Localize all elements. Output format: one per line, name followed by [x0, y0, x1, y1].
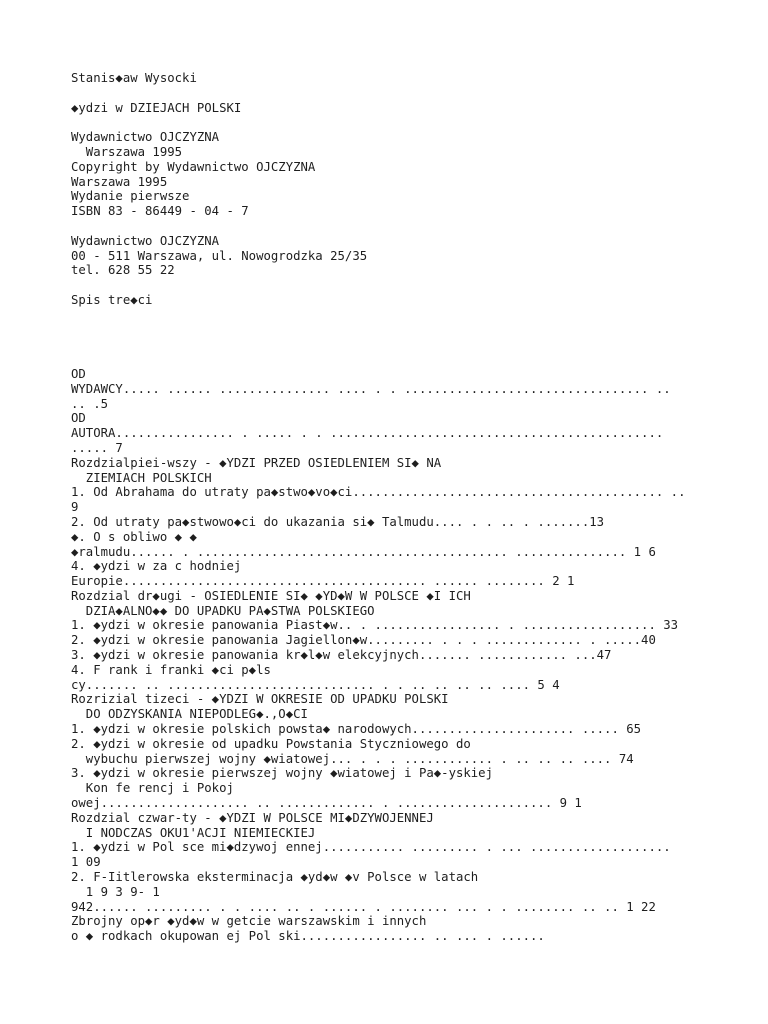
imprint-line: Wydawnictwo OJCZYZNA: [71, 130, 220, 145]
toc-line: Zbrojny op◆r ◆yd◆w w getcie warszawskim i innych: [71, 914, 427, 929]
address-line: 00 - 511 Warszawa, ul. Nowogrodzka 25/35: [71, 248, 368, 263]
toc-line: AUTORA................ . ..... . . .............................................: [71, 426, 664, 441]
table-of-contents: [71, 367, 761, 944]
imprint-line: Copyright by Wydawnictwo OJCZYZNA: [71, 159, 316, 174]
toc-line: 1. ◆ydzi w okresie panowania Piast◆w.. . ................. . .................. 33: [71, 618, 679, 633]
toc-line: 2. ◆ydzi w okresie panowania Jagiellon◆w......... . . . ............. . .....40: [71, 633, 656, 648]
toc-line: 2. F-Iitlerowska eksterminacja ◆yd◆w ◆v Polsce w latach: [71, 870, 479, 885]
toc-line: ◆. O s obliwo ◆ ◆: [71, 529, 197, 544]
toc-line: Kon fe rencj i Pokoj: [71, 781, 234, 796]
imprint-line: Warszawa 1995: [71, 174, 168, 189]
blank-line: [71, 337, 761, 352]
toc-line: 9: [71, 500, 79, 515]
toc-line: Rozrizial tizeci - ◆YDZI W OKRESIE OD UPADKU POLSKI: [71, 692, 449, 707]
toc-line: wybuchu pierwszej wojny ◆wiatowej... . . . ............ . .. .. .. .... 74: [71, 751, 634, 766]
imprint-line: Wydanie pierwsze: [71, 189, 190, 204]
document-text: [71, 71, 761, 944]
blank-line: [71, 219, 761, 234]
toc-line: cy....... .. ............................ . . .. .. .. .. .... 5 4: [71, 677, 560, 692]
toc-line: Rozdzialpiei-wszy - ◆YDZI PRZED OSIEDLENIEM SI◆ NA: [71, 455, 442, 470]
toc-line: DO ODZYSKANIA NIEPODLEG◆.,O◆CI: [71, 707, 308, 722]
toc-line: 1 09: [71, 855, 101, 870]
toc-line: Rozdzial dr◆ugi - OSIEDLENIE SI◆ ◆YD◆W W POLSCE ◆I ICH: [71, 588, 471, 603]
toc-line: ..... 7: [71, 440, 123, 455]
toc-line: 4. ◆ydzi w za c hodniej: [71, 559, 242, 574]
toc-line: 1. Od Abrahama do utraty pa◆stwo◆vo◆ci.......................................... ..: [71, 485, 686, 500]
toc-line: Rozdzial czwar-ty - ◆YDZI W POLSCE MI◆DZYWOJENNEJ: [71, 810, 434, 825]
toc-line: 942...... ......... . . .... .. . ...... . ........ ... . . ........ .. .. 1 22: [71, 899, 656, 914]
author-line: Stanis◆aw Wysocki: [71, 71, 197, 85]
toc-line: 2. ◆ydzi w okresie od upadku Powstania Styczniowego do: [71, 736, 471, 751]
toc-line: WYDAWCY..... ...... ............... .... . . ................................. ..: [71, 381, 671, 396]
blank-line: [71, 86, 761, 101]
toc-line: ZIEMIACH POLSKICH: [71, 470, 212, 485]
blank-line: [71, 278, 761, 293]
toc-line: I NODCZAS OKU1'ACJI NIEMIECKIEJ: [71, 825, 316, 840]
toc-line: 2. Od utraty pa◆stwowo◆ci do ukazania si◆ Talmudu.... . . .. . .......13: [71, 514, 605, 529]
toc-line: OD: [71, 366, 86, 381]
imprint-line: Warszawa 1995: [71, 144, 183, 159]
phone-line: tel. 628 55 22: [71, 263, 175, 278]
toc-heading: Spis tre◆ci: [71, 292, 153, 307]
address-line: Wydawnictwo OJCZYZNA: [71, 233, 220, 248]
toc-line: o ◆ rodkach okupowan ej Pol ski................. .. ... . ......: [71, 929, 545, 944]
toc-line: .. .5: [71, 396, 109, 411]
blank-line: [71, 308, 761, 323]
toc-line: OD: [71, 411, 86, 426]
toc-line: owej.................... .. ............. . ..................... 9 1: [71, 796, 582, 811]
toc-line: 1. ◆ydzi w okresie polskich powsta◆ narodowych...................... ..... 65: [71, 722, 642, 737]
toc-line: 1 9 3 9- 1: [71, 884, 160, 899]
toc-line: Europie......................................... ...... ........ 2 1: [71, 574, 575, 589]
toc-line: 3. ◆ydzi w okresie panowania kr◆l◆w elekcyjnych....... ............ ...47: [71, 648, 612, 663]
blank-line: [71, 323, 761, 338]
toc-line: 4. F rank i franki ◆ci p◆ls: [71, 662, 271, 677]
toc-line: 1. ◆ydzi w Pol sce mi◆dzywoj ennej........... ......... . ... ...................: [71, 840, 671, 855]
isbn-line: ISBN 83 - 86449 - 04 - 7: [71, 204, 249, 219]
toc-line: 3. ◆ydzi w okresie pierwszej wojny ◆wiatowej i Pa◆-yskiej: [71, 766, 493, 781]
book-title: ◆ydzi w DZIEJACH POLSKI: [71, 100, 242, 115]
toc-line: ◆ralmudu...... . .......................................... ............... 1 6: [71, 544, 656, 559]
blank-line: [71, 352, 761, 367]
toc-line: DZIA◆ALNO◆◆ DO UPADKU PA◆STWA POLSKIEGO: [71, 603, 375, 618]
blank-line: [71, 115, 761, 130]
